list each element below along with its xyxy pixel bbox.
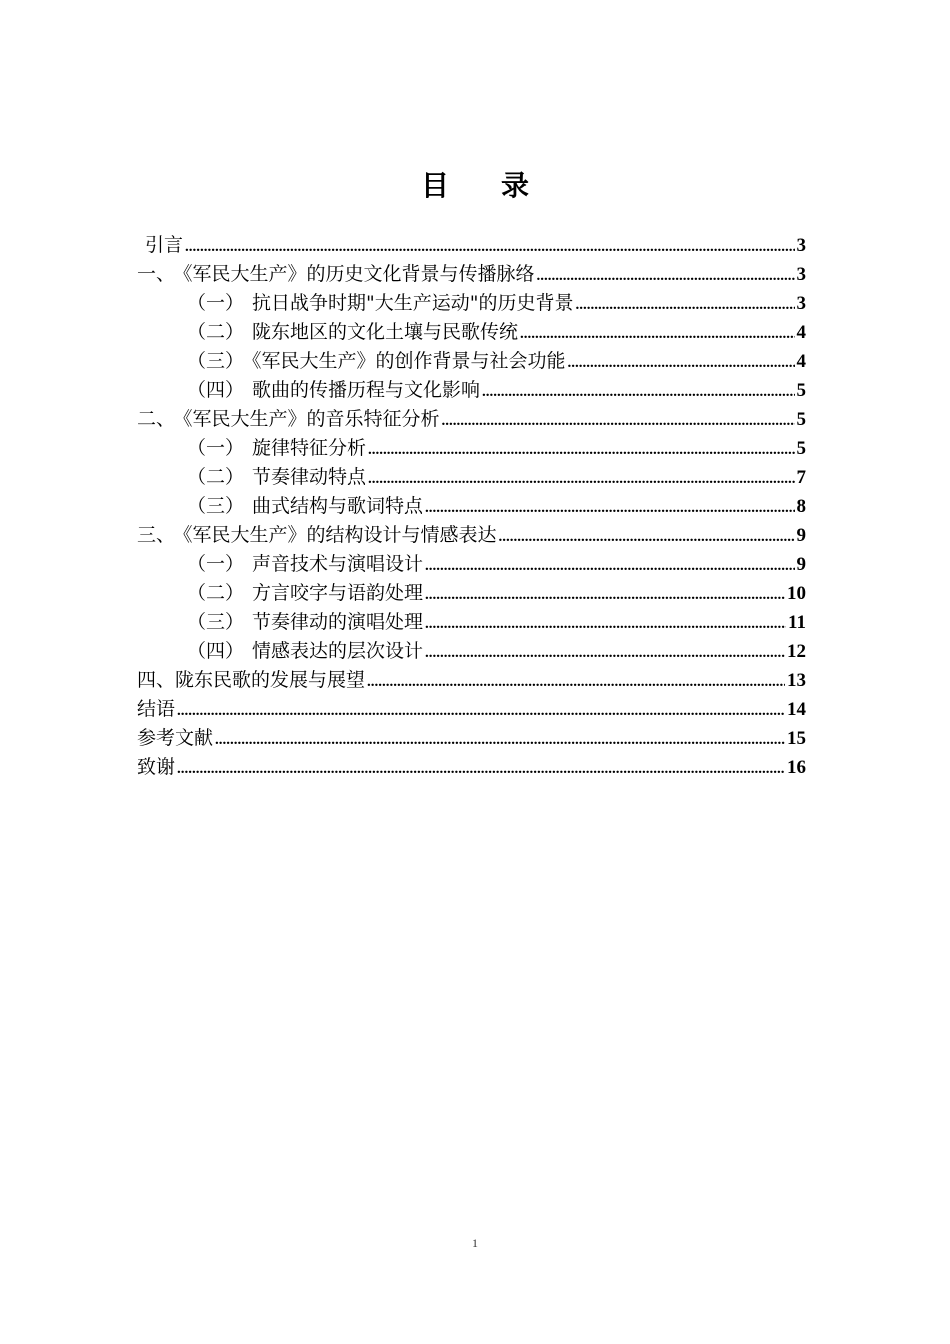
toc-entry-label: 声音技术与演唱设计 <box>252 553 424 575</box>
table-of-contents <box>137 231 806 782</box>
toc-entry-page: 10 <box>787 583 806 604</box>
toc-entry-label: 曲式结构与歌词特点 <box>252 495 424 517</box>
toc-entry[interactable] <box>137 550 806 579</box>
toc-entry[interactable] <box>137 434 806 463</box>
toc-dot-leader <box>442 407 795 436</box>
toc-entry-label: 参考文献 <box>137 727 214 749</box>
toc-entry-page: 12 <box>787 641 806 662</box>
toc-entry[interactable] <box>137 318 806 347</box>
toc-dot-leader <box>425 552 794 581</box>
toc-entry-number: （一） <box>187 437 245 459</box>
toc-entry[interactable] <box>137 376 806 405</box>
toc-entry-label: 《军民大生产》的历史文化背景与传播脉络 <box>183 263 535 285</box>
toc-entry[interactable] <box>137 405 806 434</box>
toc-entry-number: （三） <box>187 495 245 517</box>
toc-entry-page: 9 <box>796 554 806 575</box>
toc-dot-leader <box>537 262 795 291</box>
toc-dot-leader <box>368 436 794 465</box>
toc-entry[interactable] <box>137 666 806 695</box>
toc-dot-leader <box>177 697 785 726</box>
toc-entry-page: 15 <box>787 728 806 749</box>
toc-entry-number: （二） <box>187 466 245 488</box>
toc-entry-label: 歌曲的传播历程与文化影响 <box>252 379 481 401</box>
toc-entry[interactable] <box>137 492 806 521</box>
toc-entry-label: 《军民大生产》的音乐特征分析 <box>183 408 440 430</box>
toc-entry-page: 5 <box>796 409 806 430</box>
toc-entry[interactable] <box>137 753 806 782</box>
toc-entry-label: 结语 <box>137 698 176 720</box>
toc-entry-page: 7 <box>796 467 806 488</box>
toc-dot-leader <box>576 291 795 320</box>
toc-dot-leader <box>499 523 795 552</box>
toc-entry[interactable] <box>137 695 806 724</box>
toc-dot-leader <box>425 639 785 668</box>
toc-entry-number: （一） <box>187 553 245 575</box>
toc-entry[interactable] <box>137 637 806 666</box>
toc-entry-page: 14 <box>787 699 806 720</box>
toc-entry[interactable] <box>137 289 806 318</box>
toc-entry[interactable] <box>137 463 806 492</box>
toc-dot-leader <box>185 233 794 262</box>
page-number: 1 <box>472 1236 478 1250</box>
toc-entry-page: 9 <box>796 525 806 546</box>
toc-entry[interactable] <box>137 579 806 608</box>
toc-entry-number: （三） <box>187 611 245 633</box>
toc-entry-number: 一、 <box>137 263 176 285</box>
toc-entry-page: 4 <box>796 322 806 343</box>
toc-dot-leader <box>177 755 785 784</box>
toc-entry-label: 《军民大生产》的结构设计与情感表达 <box>183 524 497 546</box>
toc-entry-label: 引言 <box>145 234 184 256</box>
toc-dot-leader <box>425 610 786 639</box>
toc-entry-label: 四、陇东民歌的发展与展望 <box>137 669 366 691</box>
toc-dot-leader <box>215 726 785 755</box>
toc-entry-label: 节奏律动的演唱处理 <box>252 611 424 633</box>
toc-dot-leader <box>425 494 794 523</box>
toc-entry-number: 二、 <box>137 408 176 430</box>
toc-entry-page: 4 <box>796 351 806 372</box>
toc-entry-page: 3 <box>796 293 806 314</box>
toc-entry-label: 方言咬字与语韵处理 <box>252 582 424 604</box>
toc-entry-page: 11 <box>788 612 806 633</box>
toc-entry-page: 8 <box>796 496 806 517</box>
toc-entry-page: 13 <box>787 670 806 691</box>
toc-entry-label: 旋律特征分析 <box>252 437 367 459</box>
toc-dot-leader <box>568 349 795 378</box>
toc-entry-label: 节奏律动特点 <box>252 466 367 488</box>
toc-entry[interactable] <box>137 260 806 289</box>
page-title: 目录 <box>420 169 581 202</box>
toc-entry-page: 3 <box>796 235 806 256</box>
toc-entry-number: （二） <box>187 321 245 343</box>
toc-entry-number: （二） <box>187 582 245 604</box>
toc-entry-number: （一） <box>187 292 245 314</box>
toc-entry-label: 《军民大生产》的创作背景与社会功能 <box>252 350 566 372</box>
toc-entry-number: 三、 <box>137 524 176 546</box>
toc-entry-page: 5 <box>796 380 806 401</box>
toc-dot-leader <box>520 320 794 349</box>
toc-entry-label: 抗日战争时期"大生产运动"的历史背景 <box>252 292 574 314</box>
toc-entry-label: 致谢 <box>137 756 176 778</box>
toc-entry-page: 3 <box>796 264 806 285</box>
toc-entry[interactable] <box>137 724 806 753</box>
toc-entry[interactable] <box>137 521 806 550</box>
toc-entry-number: （四） <box>187 379 245 401</box>
toc-dot-leader <box>367 668 785 697</box>
toc-entry[interactable] <box>137 231 806 260</box>
toc-dot-leader <box>368 465 794 494</box>
toc-dot-leader <box>425 581 785 610</box>
toc-entry-page: 16 <box>787 757 806 778</box>
toc-entry-number: （四） <box>187 640 245 662</box>
toc-entry-page: 5 <box>796 438 806 459</box>
toc-entry[interactable] <box>137 608 806 637</box>
toc-entry[interactable] <box>137 347 806 376</box>
toc-entry-number: （三） <box>187 350 245 372</box>
toc-entry-label: 情感表达的层次设计 <box>252 640 424 662</box>
toc-dot-leader <box>482 378 794 407</box>
toc-entry-label: 陇东地区的文化土壤与民歌传统 <box>252 321 519 343</box>
